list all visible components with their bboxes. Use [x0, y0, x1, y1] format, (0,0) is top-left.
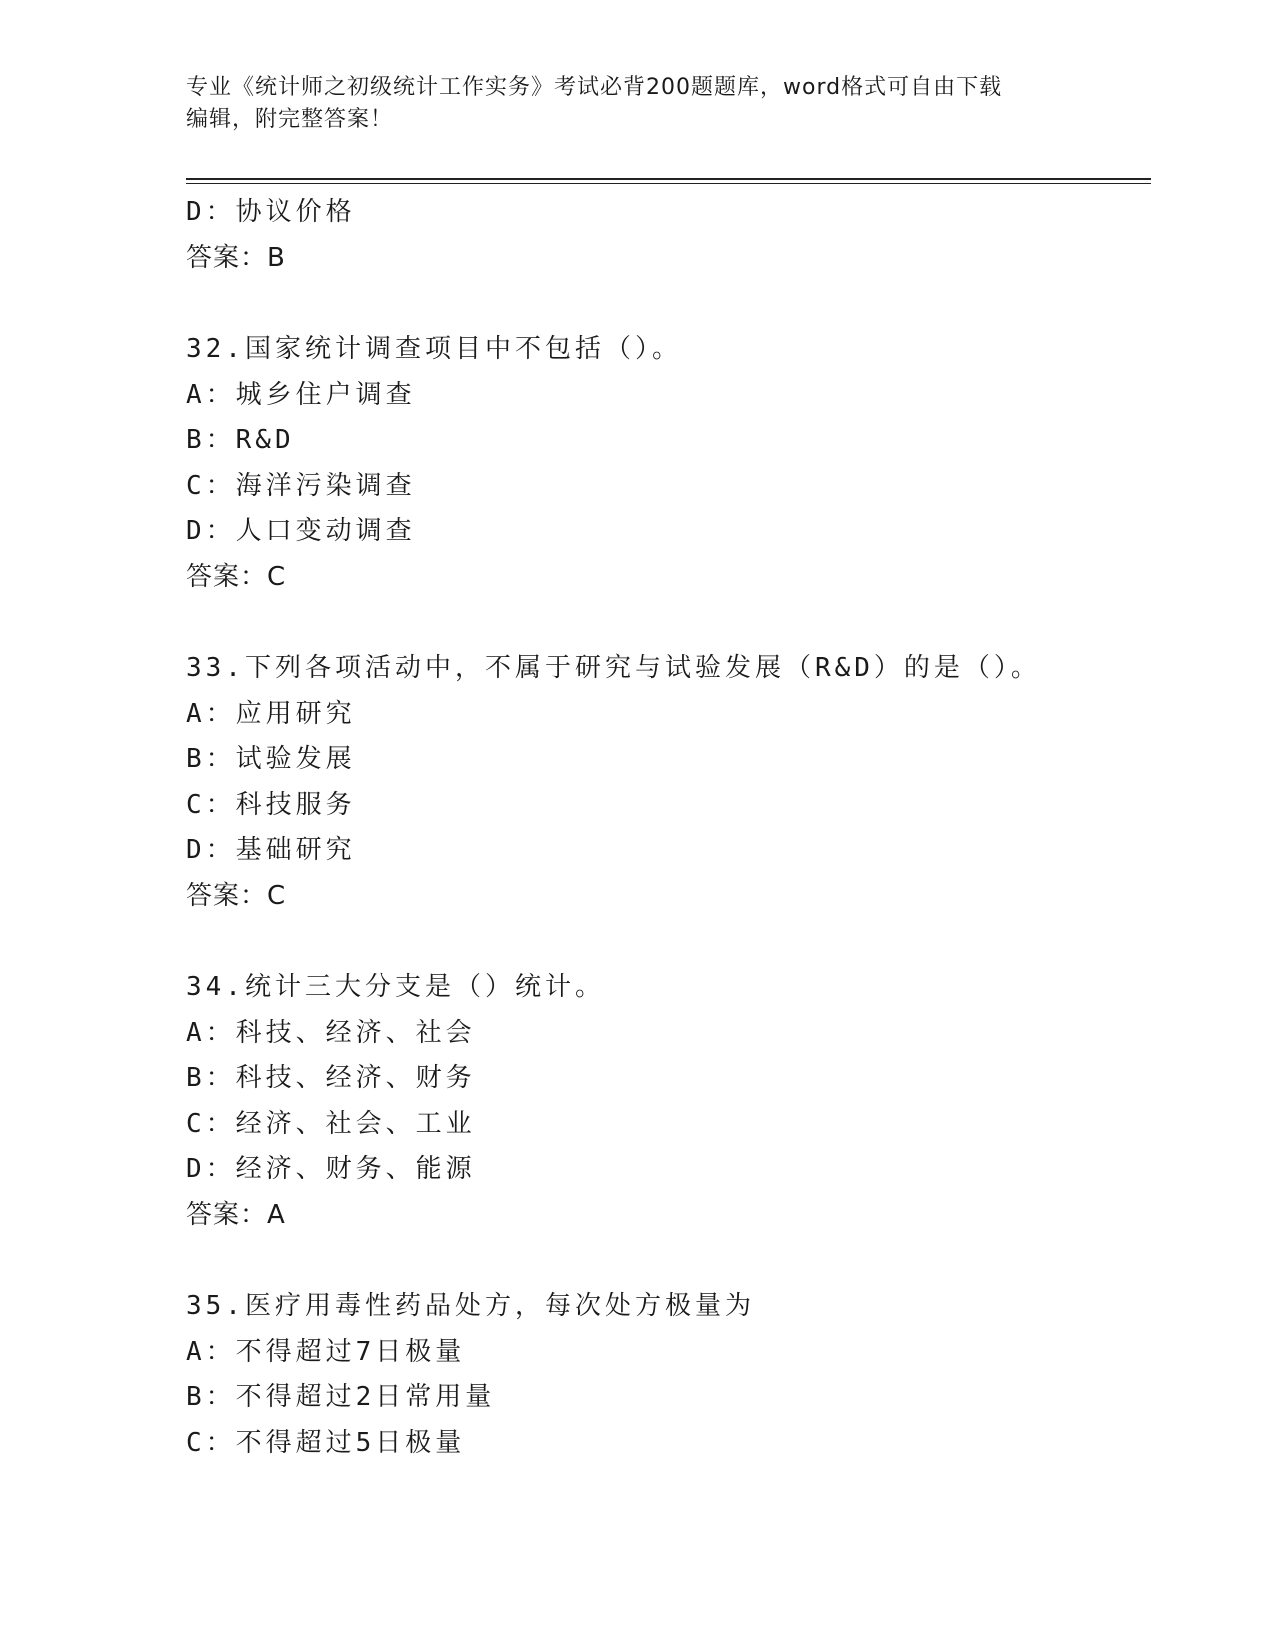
document-header [186, 72, 1086, 136]
option-b: B：不得超过2日常用量 [186, 1382, 496, 1412]
option-c: C：不得超过5日极量 [186, 1427, 466, 1458]
question-34 [186, 965, 1146, 1238]
question-list [186, 190, 1146, 1466]
question-stem: 33.下列各项活动中，不属于研究与试验发展（R&D）的是（）。 [186, 653, 1041, 683]
header-line-2: 编辑，附完整答案！ [186, 107, 394, 132]
option-c: C：海洋污染调查 [186, 470, 416, 501]
option-c: C：科技服务 [186, 789, 356, 820]
option-b: B：科技、经济、财务 [186, 1063, 476, 1093]
header-divider-thick [186, 178, 1151, 180]
question-stem: 34.统计三大分支是（）统计。 [186, 972, 605, 1002]
option-a: A：不得超过7日极量 [186, 1336, 466, 1367]
spacer [186, 1238, 1146, 1284]
option-d: D：人口变动调查 [186, 516, 416, 546]
question-stem: 32.国家统计调查项目中不包括（）。 [186, 334, 682, 364]
answer: 答案：C [186, 880, 287, 911]
option-d: D：基础研究 [186, 835, 356, 865]
option-d: D：经济、财务、能源 [186, 1154, 476, 1184]
option-b: B：试验发展 [186, 744, 356, 774]
option-b: B：R&D [186, 425, 295, 455]
header-divider-thin [186, 183, 1151, 184]
spacer [186, 919, 1146, 965]
header-line-1: 专业《统计师之初级统计工作实务》考试必背200题题库，word格式可自由下载 [186, 75, 1003, 100]
option-a: A：科技、经济、社会 [186, 1017, 476, 1048]
spacer [186, 600, 1146, 646]
option-a: A：城乡住户调查 [186, 379, 416, 410]
spacer [186, 281, 1146, 327]
prev-answer: 答案：B [186, 242, 286, 273]
question-stem: 35.医疗用毒性药品处方，每次处方极量为 [186, 1291, 755, 1321]
question-33 [186, 646, 1146, 919]
option-c: C：经济、社会、工业 [186, 1108, 476, 1139]
option-a: A：应用研究 [186, 698, 356, 729]
question-32 [186, 327, 1146, 600]
answer: 答案：C [186, 561, 287, 592]
answer: 答案：A [186, 1199, 286, 1230]
prev-option-d: D：协议价格 [186, 197, 356, 227]
question-35 [186, 1284, 1146, 1466]
